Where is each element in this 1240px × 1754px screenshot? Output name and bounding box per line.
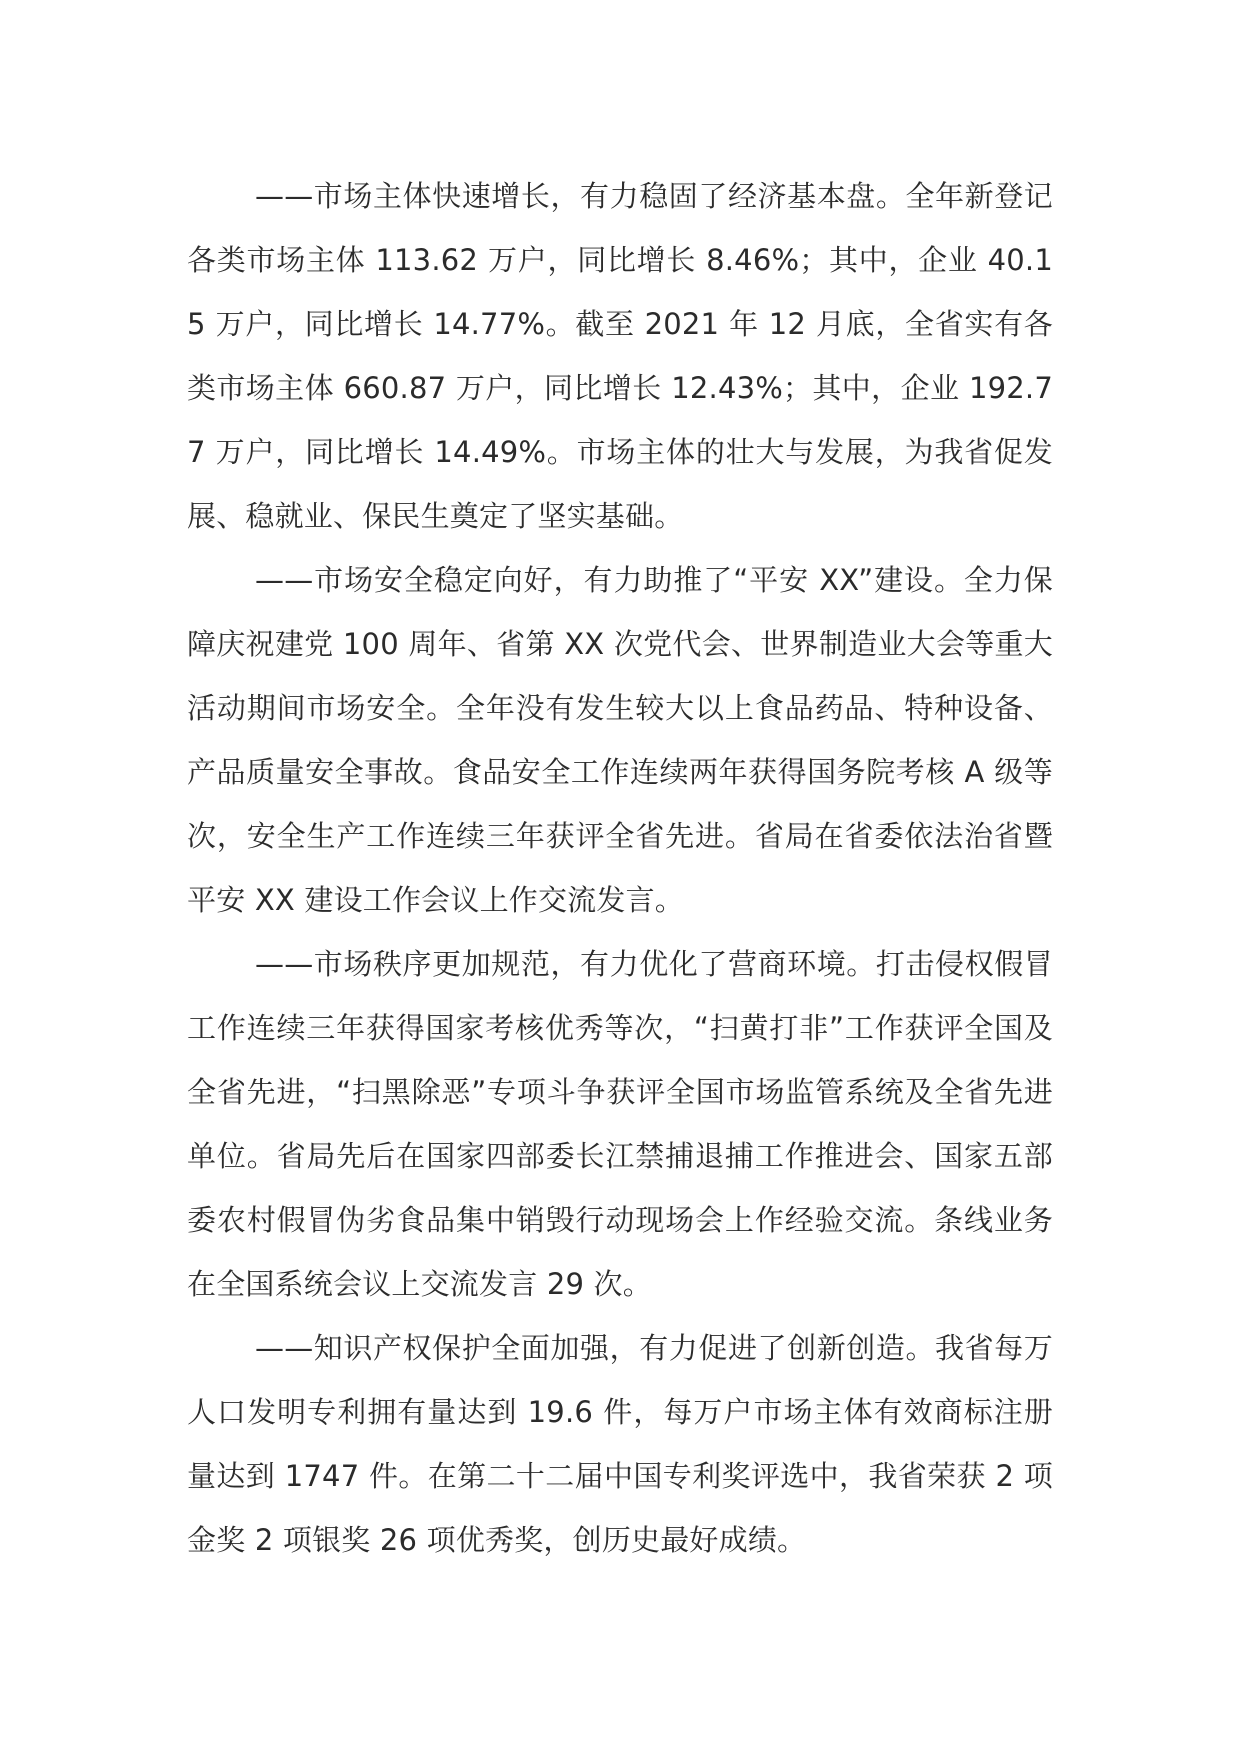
paragraph-market-safety: ——市场安全稳定向好，有力助推了“平安 XX”建设。全力保障庆祝建党 100 周年、省第 XX 次党代会、世界制造业大会等重大活动期间市场安全。全年没有发生较大以上食品药品、特种设备、产品质量安全事故。食品安全工作连续两年获得国务院考核 A 级等次，安全生产工作连续三年获评全省先进。省局在省委依法治省暨平安 XX 建设工作会议上作交流发言。 (187, 563, 1053, 917)
paragraph-market-entities: ——市场主体快速增长，有力稳固了经济基本盘。全年新登记各类市场主体 113.62 万户，同比增长 8.46%；其中，企业 40.15 万户，同比增长 14.77%。截至 2021 年 12 月底，全省实有各类市场主体 660.87 万户，同比增长 12.43%；其中，企业 192.77 万户，同比增长 14.49%。市场主体的壮大与发展，为我省促发展、稳就业、保民生奠定了坚实基础。 (187, 179, 1053, 533)
paragraph-ip-protection: ——知识产权保护全面加强，有力促进了创新创造。我省每万人口发明专利拥有量达到 19.6 件，每万户市场主体有效商标注册量达到 1747 件。在第二十二届中国专利奖评选中，我省荣获 2 项金奖 2 项银奖 26 项优秀奖，创历史最好成绩。 (187, 1331, 1053, 1557)
document-body (187, 164, 1053, 1572)
paragraph-market-order: ——市场秩序更加规范，有力优化了营商环境。打击侵权假冒工作连续三年获得国家考核优秀等次，“扫黄打非”工作获评全国及全省先进，“扫黑除恶”专项斗争获评全国市场监管系统及全省先进单位。省局先后在国家四部委长江禁捕退捕工作推进会、国家五部委农村假冒伪劣食品集中销毁行动现场会上作经验交流。条线业务在全国系统会议上交流发言 29 次。 (187, 947, 1053, 1301)
